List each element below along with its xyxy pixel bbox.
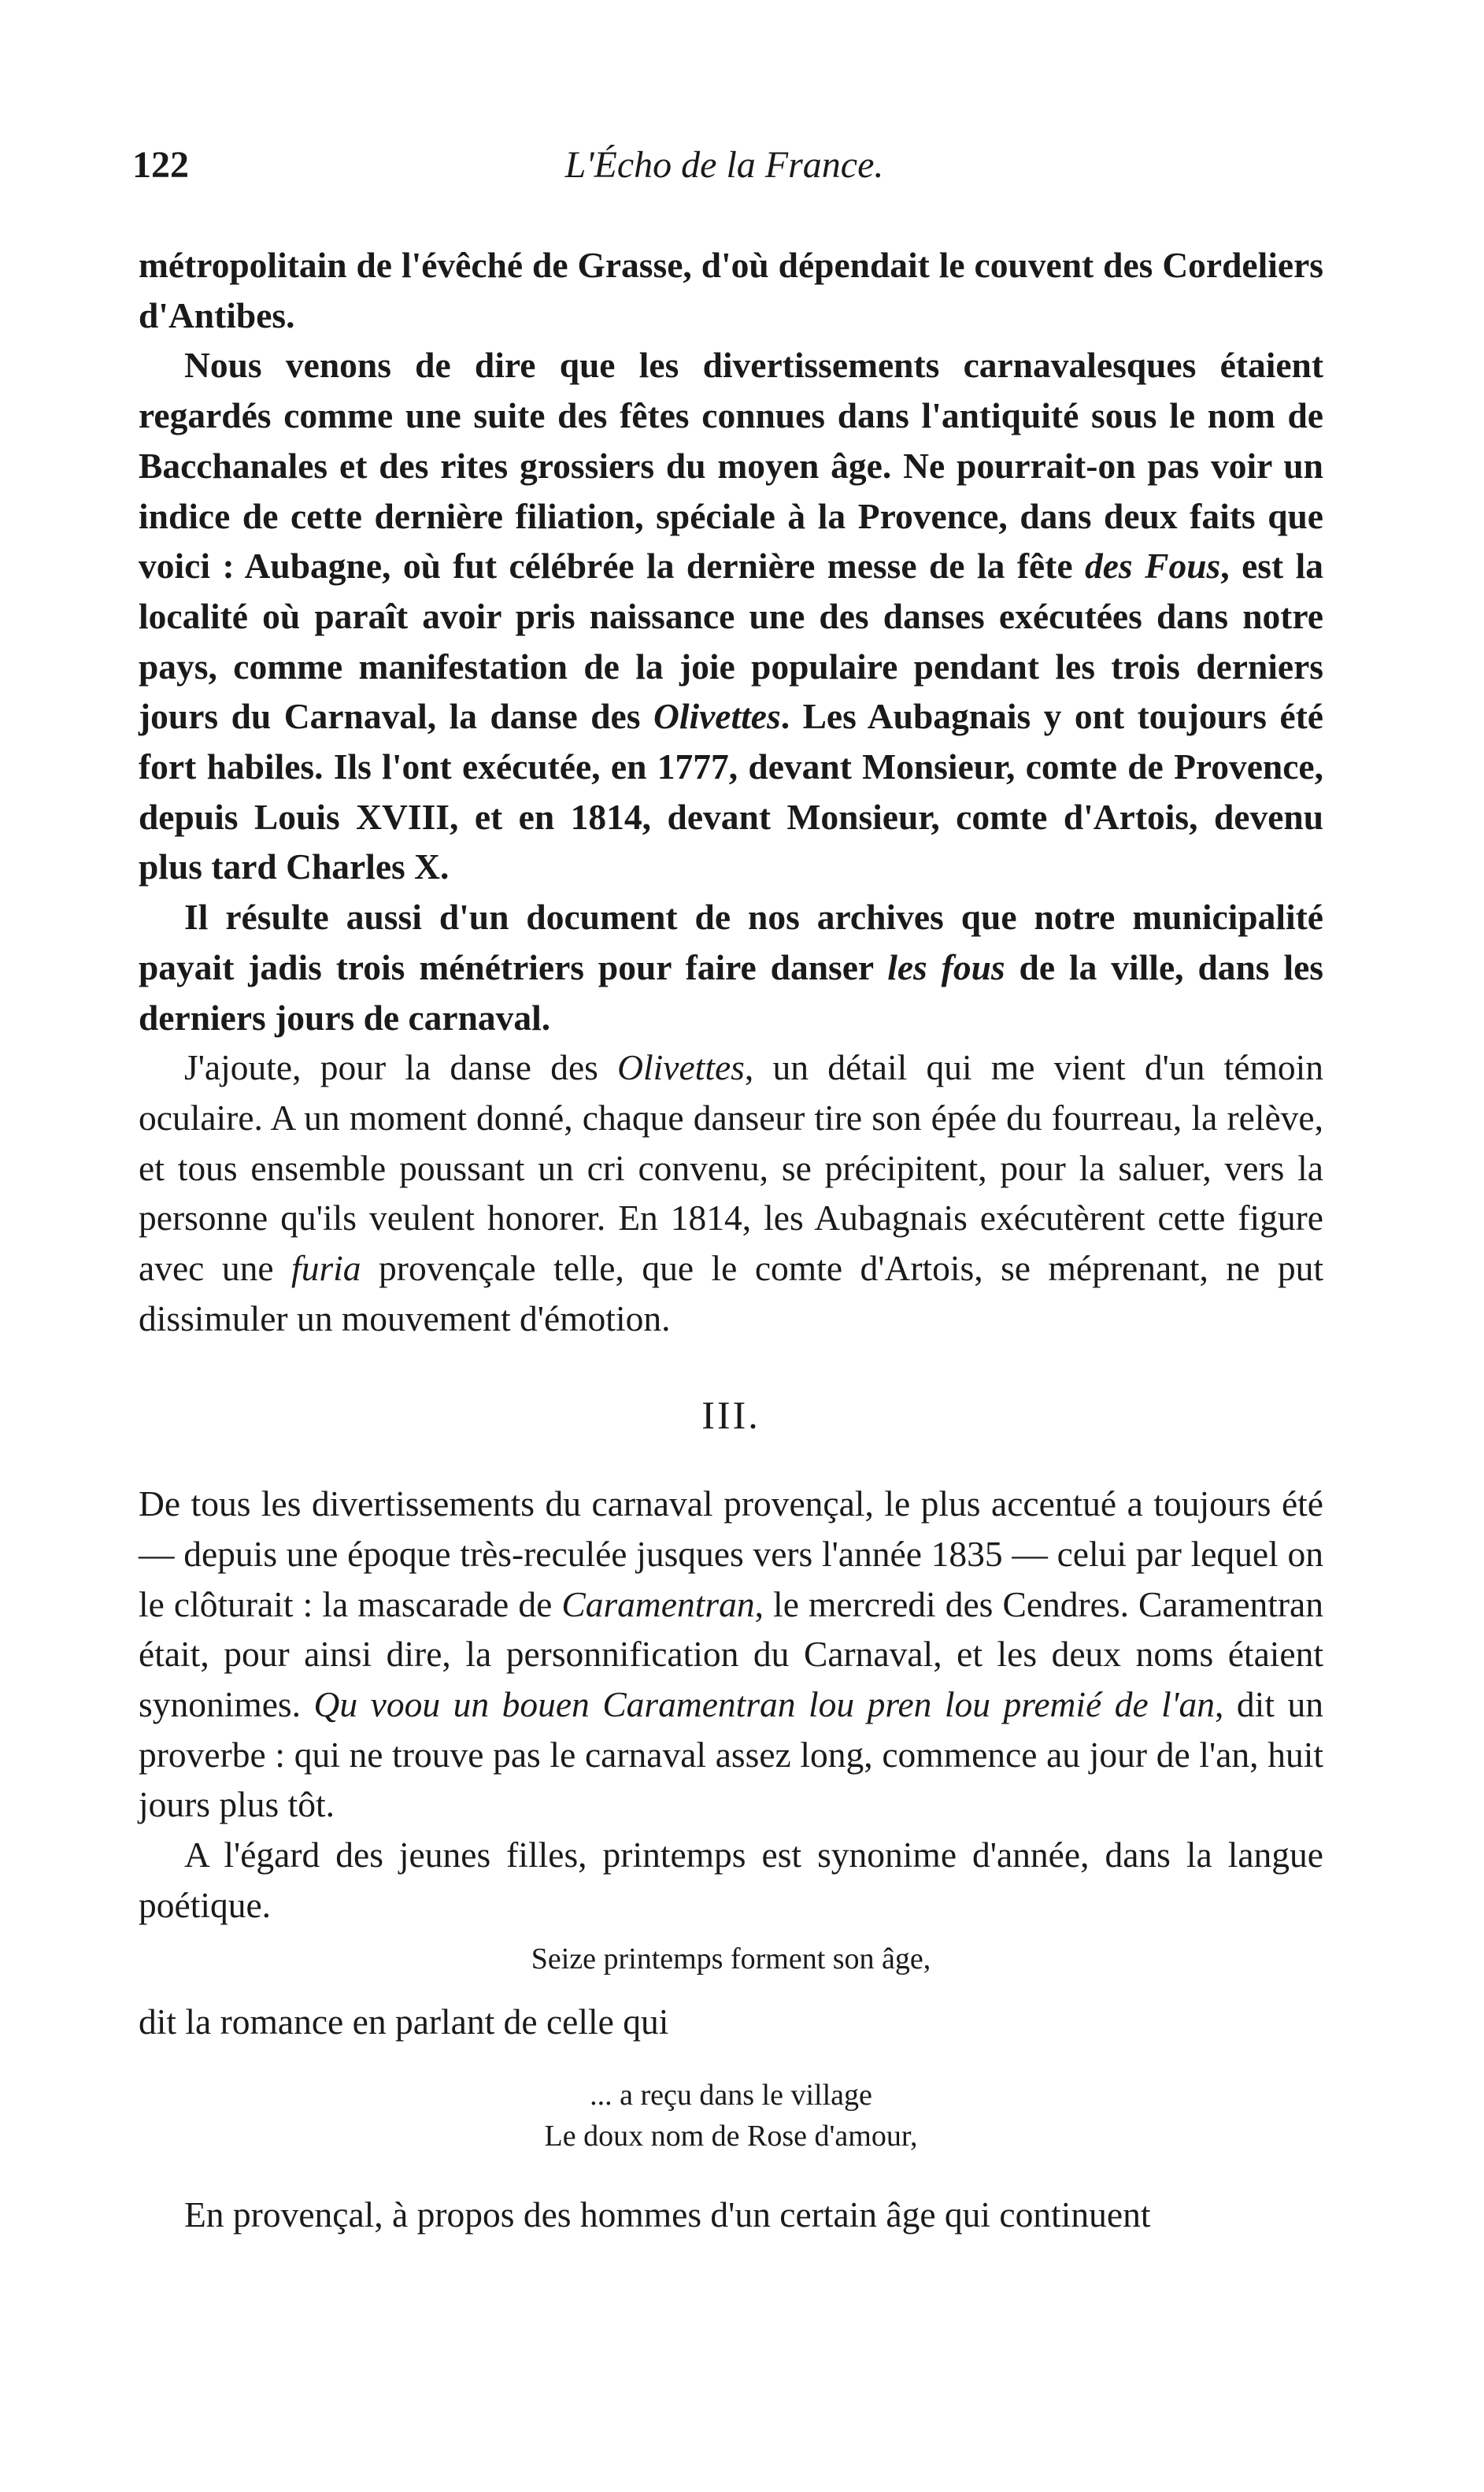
verse-quote-1: Seize printemps forment son âge, bbox=[531, 1942, 931, 1975]
paragraph-romance: dit la romance en parlant de celle qui bbox=[139, 2001, 669, 2042]
paragraph-caramentran bbox=[139, 1479, 1323, 1830]
text-run: Nous venons de dire que les divertissements carnavalesques étaient regardés comme une suite des fêtes connues dans l'antiquité sous le nom de Bacchanales et des rites grossiers du moyen âge. Ne pourrait-on pas voir un indice de cette dernière filiation, spéciale à la Provence, dans deux faits que voici : Aubagne, où fut célébrée la dernière messe de la fête bbox=[139, 345, 1323, 587]
text-run: , un détail qui me vient d'un témoin oculaire. A un moment donné, chaque danseur tire son épée du fourreau, la relève, et tous ensemble poussant un cri convenu, se précipitent, pour la saluer, vers la personne qu'ils veulent honorer. En 1814, les Aubagnais exécutèrent cette figure avec une bbox=[139, 1047, 1323, 1289]
paragraph-printemps: A l'égard des jeunes filles, printemps est synonime d'année, dans la langue poétique. bbox=[139, 1835, 1323, 1925]
paragraph-bacchanales bbox=[139, 340, 1323, 892]
italic-furia: furia bbox=[291, 1248, 361, 1289]
text-run: De tous les divertissements du carnaval provençal, le plus accentué a toujours été — depuis une époque très-reculée jusques vers l'année 1835 — celui par lequel on le clôturait : la mascarade de bbox=[139, 1483, 1323, 1624]
paragraph-provencal: En provençal, à propos des hommes d'un certain âge qui continuent bbox=[184, 2194, 1151, 2235]
running-title: L'Écho de la France. bbox=[564, 144, 884, 186]
italic-olivettes: Olivettes bbox=[617, 1047, 745, 1088]
page-header bbox=[126, 143, 1323, 206]
verse-line: ... a reçu dans le village bbox=[590, 2079, 872, 2112]
paragraph-archives bbox=[139, 892, 1323, 1042]
page-number: 122 bbox=[132, 144, 189, 186]
text-run: , est la localité où paraît avoir pris naissance une des danses exécutées dans notre pays, comme manifestation de la joie populaire pendant les trois derniers jours du Carnaval, la danse des bbox=[139, 546, 1323, 737]
italic-des-fous: des Fous bbox=[1084, 546, 1221, 587]
page-body bbox=[139, 240, 1323, 2240]
italic-olivettes: Olivettes bbox=[653, 696, 781, 737]
verse-quote-2 bbox=[139, 2075, 1323, 2157]
text-run: , dit un proverbe : qui ne trouve pas le carnaval assez long, commence au jour de l'an, huit jours plus tôt. bbox=[139, 1683, 1323, 1825]
text-run: provençale telle, que le comte d'Artois, se méprenant, ne put dissimuler un mouvement d'émotion. bbox=[139, 1248, 1323, 1339]
italic-proverb: Qu voou un bouen Caramentran lou pren lou premié de l'an bbox=[313, 1683, 1216, 1724]
text-run: Il résulte aussi d'un document de nos archives que notre municipalité payait jadis trois ménétriers pour faire danser bbox=[139, 897, 1323, 987]
italic-caramentran: Caramentran bbox=[561, 1583, 755, 1624]
verse-line: Le doux nom de Rose d'amour, bbox=[544, 2120, 918, 2153]
paragraph-temoin bbox=[139, 1042, 1323, 1343]
text-run: de la ville, dans les derniers jours de carnaval. bbox=[139, 946, 1323, 1038]
text-run: , le mercredi des Cendres. Caramentran était, pour ainsi dire, la personnification du Carnaval, et les deux noms étaient synonimes. bbox=[139, 1583, 1323, 1724]
paragraph-continuation: métropolitain de l'évêché de Grasse, d'où dépendait le couvent des Cordeliers d'Antibes. bbox=[139, 245, 1323, 335]
text-run: . Les Aubagnais y ont toujours été fort habiles. Ils l'ont exécutée, en 1777, devant Monsieur, comte de Provence, depuis Louis XVIII, et en 1814, devant Monsieur, comte d'Artois, devenu plus tard Charles X. bbox=[139, 696, 1323, 887]
text-run: J'ajoute, pour la danse des bbox=[184, 1047, 618, 1088]
section-heading: III. bbox=[701, 1393, 761, 1438]
italic-les-fous: les fous bbox=[887, 946, 1005, 987]
